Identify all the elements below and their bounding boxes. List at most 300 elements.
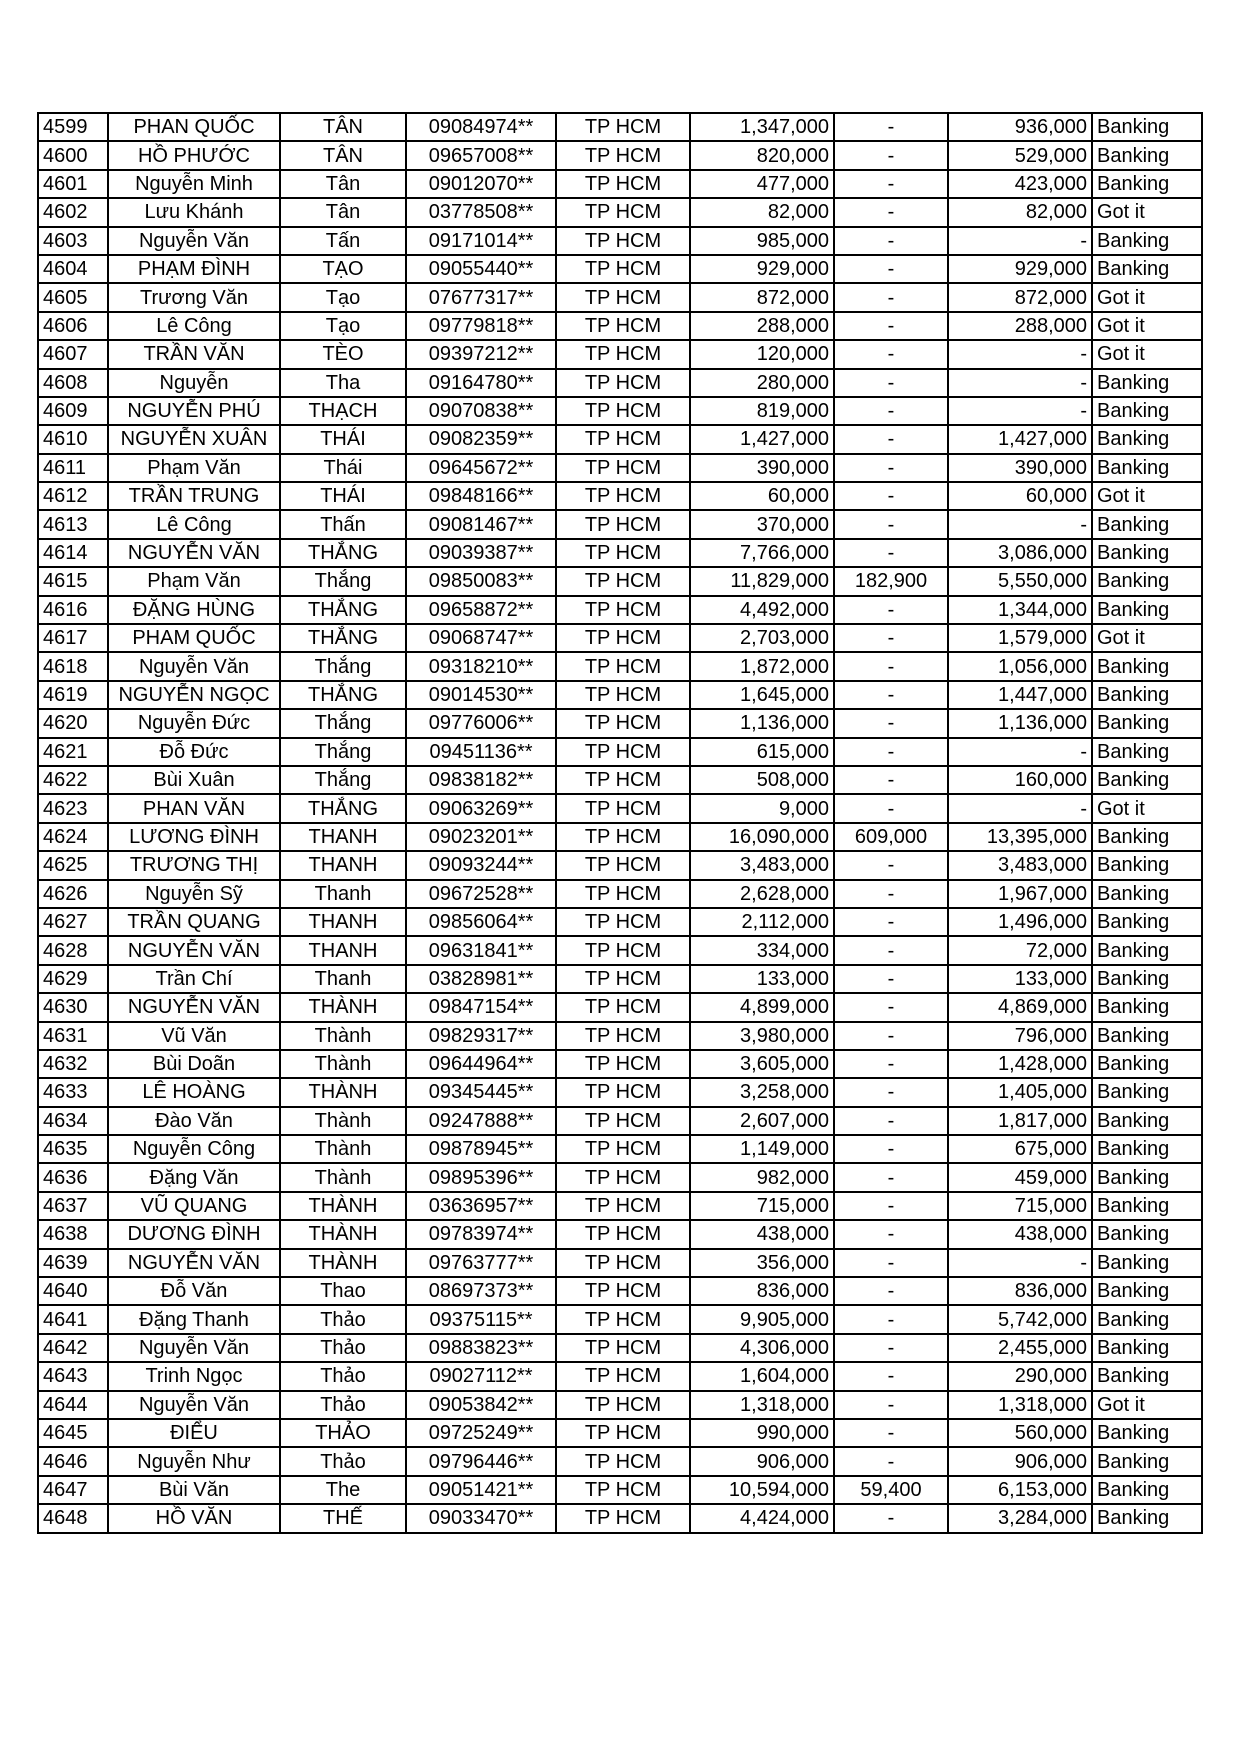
row-number: 4615 <box>38 567 108 595</box>
amount-cell: 4,492,000 <box>690 596 834 624</box>
surname-cell: PHAN QUỐC <box>108 113 280 141</box>
given-name-cell: Thành <box>280 1050 406 1078</box>
table-row <box>38 1277 1202 1305</box>
given-name-cell: The <box>280 1476 406 1504</box>
city-cell: TP HCM <box>556 596 690 624</box>
paid-amount-cell: 1,579,000 <box>948 624 1092 652</box>
deduction-cell: - <box>834 1504 948 1532</box>
paid-amount-cell: 4,869,000 <box>948 993 1092 1021</box>
deduction-cell: - <box>834 624 948 652</box>
table-row <box>38 993 1202 1021</box>
city-cell: TP HCM <box>556 1135 690 1163</box>
surname-cell: Nguyễn Văn <box>108 1334 280 1362</box>
deduction-cell: - <box>834 482 948 510</box>
table-row <box>38 1050 1202 1078</box>
surname-cell: Nguyễn Văn <box>108 652 280 680</box>
payment-method-cell: Banking <box>1092 1277 1202 1305</box>
phone-cell: 09081467** <box>406 510 556 538</box>
amount-cell: 280,000 <box>690 369 834 397</box>
payment-method-cell: Banking <box>1092 1220 1202 1248</box>
city-cell: TP HCM <box>556 823 690 851</box>
payment-method-cell: Banking <box>1092 454 1202 482</box>
city-cell: TP HCM <box>556 851 690 879</box>
given-name-cell: Thắng <box>280 709 406 737</box>
phone-cell: 09672528** <box>406 880 556 908</box>
phone-cell: 09838182** <box>406 766 556 794</box>
amount-cell: 9,000 <box>690 794 834 822</box>
surname-cell: Đỗ Văn <box>108 1277 280 1305</box>
table-row <box>38 1192 1202 1220</box>
row-number: 4601 <box>38 170 108 198</box>
surname-cell: TRẦN VĂN <box>108 340 280 368</box>
given-name-cell: Thanh <box>280 965 406 993</box>
row-number: 4605 <box>38 283 108 311</box>
paid-amount-cell: 160,000 <box>948 766 1092 794</box>
city-cell: TP HCM <box>556 1504 690 1532</box>
table-row <box>38 397 1202 425</box>
payment-method-cell: Banking <box>1092 1362 1202 1390</box>
row-number: 4604 <box>38 255 108 283</box>
payment-method-cell: Banking <box>1092 170 1202 198</box>
payment-method-cell: Banking <box>1092 993 1202 1021</box>
given-name-cell: Thành <box>280 1163 406 1191</box>
phone-cell: 09658872** <box>406 596 556 624</box>
paid-amount-cell: 1,056,000 <box>948 652 1092 680</box>
deduction-cell: - <box>834 340 948 368</box>
paid-amount-cell: 3,284,000 <box>948 1504 1092 1532</box>
amount-cell: 477,000 <box>690 170 834 198</box>
payment-method-cell: Banking <box>1092 141 1202 169</box>
table-row <box>38 794 1202 822</box>
surname-cell: Lê Công <box>108 312 280 340</box>
payment-method-cell: Banking <box>1092 567 1202 595</box>
given-name-cell: TẠO <box>280 255 406 283</box>
surname-cell: Phạm Văn <box>108 567 280 595</box>
paid-amount-cell: 1,318,000 <box>948 1391 1092 1419</box>
amount-cell: 715,000 <box>690 1192 834 1220</box>
paid-amount-cell: 929,000 <box>948 255 1092 283</box>
surname-cell: Nguyễn Văn <box>108 227 280 255</box>
given-name-cell: THÀNH <box>280 993 406 1021</box>
given-name-cell: THANH <box>280 908 406 936</box>
payment-method-cell: Banking <box>1092 823 1202 851</box>
phone-cell: 09847154** <box>406 993 556 1021</box>
surname-cell: Đặng Thanh <box>108 1305 280 1333</box>
row-number: 4647 <box>38 1476 108 1504</box>
deduction-cell: - <box>834 227 948 255</box>
deduction-cell: - <box>834 1220 948 1248</box>
amount-cell: 4,424,000 <box>690 1504 834 1532</box>
payment-method-cell: Banking <box>1092 1078 1202 1106</box>
city-cell: TP HCM <box>556 198 690 226</box>
table-row <box>38 738 1202 766</box>
given-name-cell: Thanh <box>280 880 406 908</box>
table-row <box>38 596 1202 624</box>
deduction-cell: - <box>834 1135 948 1163</box>
paid-amount-cell: 1,136,000 <box>948 709 1092 737</box>
surname-cell: ĐIỂU <box>108 1419 280 1447</box>
paid-amount-cell: 438,000 <box>948 1220 1092 1248</box>
surname-cell: NGUYỄN NGỌC <box>108 681 280 709</box>
payment-method-cell: Banking <box>1092 738 1202 766</box>
table-body <box>38 113 1202 1533</box>
surname-cell: TRẦN QUANG <box>108 908 280 936</box>
row-number: 4631 <box>38 1022 108 1050</box>
amount-cell: 3,483,000 <box>690 851 834 879</box>
city-cell: TP HCM <box>556 880 690 908</box>
paid-amount-cell: - <box>948 227 1092 255</box>
city-cell: TP HCM <box>556 1022 690 1050</box>
phone-cell: 09027112** <box>406 1362 556 1390</box>
city-cell: TP HCM <box>556 936 690 964</box>
given-name-cell: Tạo <box>280 283 406 311</box>
table-row <box>38 709 1202 737</box>
row-number: 4620 <box>38 709 108 737</box>
table-row <box>38 227 1202 255</box>
phone-cell: 09039387** <box>406 539 556 567</box>
paid-amount-cell: 675,000 <box>948 1135 1092 1163</box>
paid-amount-cell: 2,455,000 <box>948 1334 1092 1362</box>
deduction-cell: - <box>834 965 948 993</box>
given-name-cell: TÂN <box>280 113 406 141</box>
phone-cell: 09345445** <box>406 1078 556 1106</box>
paid-amount-cell: 3,086,000 <box>948 539 1092 567</box>
surname-cell: Trương Văn <box>108 283 280 311</box>
row-number: 4617 <box>38 624 108 652</box>
paid-amount-cell: 6,153,000 <box>948 1476 1092 1504</box>
table-row <box>38 1220 1202 1248</box>
city-cell: TP HCM <box>556 283 690 311</box>
given-name-cell: THANH <box>280 823 406 851</box>
given-name-cell: Tấn <box>280 227 406 255</box>
surname-cell: NGUYỄN VĂN <box>108 993 280 1021</box>
table-row <box>38 312 1202 340</box>
row-number: 4643 <box>38 1362 108 1390</box>
surname-cell: Nguyễn Sỹ <box>108 880 280 908</box>
row-number: 4603 <box>38 227 108 255</box>
payment-method-cell: Banking <box>1092 1135 1202 1163</box>
given-name-cell: THÁI <box>280 425 406 453</box>
row-number: 4639 <box>38 1249 108 1277</box>
deduction-cell: - <box>834 1078 948 1106</box>
amount-cell: 2,112,000 <box>690 908 834 936</box>
paid-amount-cell: 1,428,000 <box>948 1050 1092 1078</box>
paid-amount-cell: 290,000 <box>948 1362 1092 1390</box>
deduction-cell: - <box>834 794 948 822</box>
paid-amount-cell: 288,000 <box>948 312 1092 340</box>
deduction-cell: - <box>834 738 948 766</box>
deduction-cell: - <box>834 1022 948 1050</box>
payment-method-cell: Banking <box>1092 681 1202 709</box>
amount-cell: 3,980,000 <box>690 1022 834 1050</box>
phone-cell: 09070838** <box>406 397 556 425</box>
paid-amount-cell: 1,817,000 <box>948 1107 1092 1135</box>
table-row <box>38 1022 1202 1050</box>
deduction-cell: - <box>834 283 948 311</box>
payment-method-cell: Banking <box>1092 397 1202 425</box>
phone-cell: 09063269** <box>406 794 556 822</box>
paid-amount-cell: - <box>948 794 1092 822</box>
paid-amount-cell: 13,395,000 <box>948 823 1092 851</box>
given-name-cell: THẮNG <box>280 596 406 624</box>
deduction-cell: - <box>834 397 948 425</box>
surname-cell: HỒ VĂN <box>108 1504 280 1532</box>
surname-cell: DƯƠNG ĐÌNH <box>108 1220 280 1248</box>
table-row <box>38 1362 1202 1390</box>
payment-method-cell: Banking <box>1092 1192 1202 1220</box>
amount-cell: 508,000 <box>690 766 834 794</box>
deduction-cell: - <box>834 312 948 340</box>
surname-cell: Bùi Xuân <box>108 766 280 794</box>
row-number: 4614 <box>38 539 108 567</box>
deduction-cell: - <box>834 1163 948 1191</box>
city-cell: TP HCM <box>556 1163 690 1191</box>
city-cell: TP HCM <box>556 227 690 255</box>
given-name-cell: THÀNH <box>280 1078 406 1106</box>
deduction-cell: - <box>834 1050 948 1078</box>
deduction-cell: - <box>834 1305 948 1333</box>
phone-cell: 09053842** <box>406 1391 556 1419</box>
amount-cell: 872,000 <box>690 283 834 311</box>
paid-amount-cell: 82,000 <box>948 198 1092 226</box>
table-row <box>38 766 1202 794</box>
phone-cell: 09068747** <box>406 624 556 652</box>
city-cell: TP HCM <box>556 1447 690 1475</box>
surname-cell: Lưu Khánh <box>108 198 280 226</box>
city-cell: TP HCM <box>556 1476 690 1504</box>
table-row <box>38 539 1202 567</box>
row-number: 4646 <box>38 1447 108 1475</box>
deduction-cell: - <box>834 510 948 538</box>
deduction-cell: - <box>834 1277 948 1305</box>
row-number: 4606 <box>38 312 108 340</box>
amount-cell: 1,645,000 <box>690 681 834 709</box>
amount-cell: 356,000 <box>690 1249 834 1277</box>
row-number: 4641 <box>38 1305 108 1333</box>
given-name-cell: THẠCH <box>280 397 406 425</box>
payment-method-cell: Banking <box>1092 766 1202 794</box>
deduction-cell: - <box>834 993 948 1021</box>
amount-cell: 82,000 <box>690 198 834 226</box>
paid-amount-cell: 5,550,000 <box>948 567 1092 595</box>
deduction-cell: - <box>834 596 948 624</box>
amount-cell: 1,318,000 <box>690 1391 834 1419</box>
payment-method-cell: Banking <box>1092 1476 1202 1504</box>
paid-amount-cell: 560,000 <box>948 1419 1092 1447</box>
given-name-cell: Thắng <box>280 652 406 680</box>
given-name-cell: THÀNH <box>280 1249 406 1277</box>
table-row <box>38 652 1202 680</box>
phone-cell: 09375115** <box>406 1305 556 1333</box>
deduction-cell: - <box>834 1249 948 1277</box>
amount-cell: 9,905,000 <box>690 1305 834 1333</box>
amount-cell: 929,000 <box>690 255 834 283</box>
given-name-cell: THẢO <box>280 1419 406 1447</box>
given-name-cell: THANH <box>280 851 406 879</box>
given-name-cell: THẮNG <box>280 681 406 709</box>
deduction-cell: - <box>834 255 948 283</box>
amount-cell: 334,000 <box>690 936 834 964</box>
table-row <box>38 1391 1202 1419</box>
table-row <box>38 113 1202 141</box>
row-number: 4630 <box>38 993 108 1021</box>
paid-amount-cell: - <box>948 510 1092 538</box>
given-name-cell: TÂN <box>280 141 406 169</box>
city-cell: TP HCM <box>556 794 690 822</box>
table-row <box>38 823 1202 851</box>
amount-cell: 133,000 <box>690 965 834 993</box>
phone-cell: 09848166** <box>406 482 556 510</box>
table-row <box>38 880 1202 908</box>
payment-method-cell: Banking <box>1092 1107 1202 1135</box>
deduction-cell: 609,000 <box>834 823 948 851</box>
table-row <box>38 965 1202 993</box>
table-row <box>38 1447 1202 1475</box>
surname-cell: PHẠM ĐÌNH <box>108 255 280 283</box>
city-cell: TP HCM <box>556 425 690 453</box>
table-row <box>38 681 1202 709</box>
table-row <box>38 425 1202 453</box>
phone-cell: 09895396** <box>406 1163 556 1191</box>
paid-amount-cell: 423,000 <box>948 170 1092 198</box>
given-name-cell: Tạo <box>280 312 406 340</box>
row-number: 4635 <box>38 1135 108 1163</box>
amount-cell: 3,258,000 <box>690 1078 834 1106</box>
given-name-cell: Tân <box>280 198 406 226</box>
amount-cell: 10,594,000 <box>690 1476 834 1504</box>
given-name-cell: Tân <box>280 170 406 198</box>
amount-cell: 820,000 <box>690 141 834 169</box>
given-name-cell: Thắng <box>280 766 406 794</box>
amount-cell: 2,607,000 <box>690 1107 834 1135</box>
city-cell: TP HCM <box>556 1277 690 1305</box>
deduction-cell: - <box>834 1334 948 1362</box>
phone-cell: 09657008** <box>406 141 556 169</box>
city-cell: TP HCM <box>556 539 690 567</box>
paid-amount-cell: 1,427,000 <box>948 425 1092 453</box>
surname-cell: NGUYỄN XUÂN <box>108 425 280 453</box>
amount-cell: 16,090,000 <box>690 823 834 851</box>
row-number: 4602 <box>38 198 108 226</box>
paid-amount-cell: 1,405,000 <box>948 1078 1092 1106</box>
row-number: 4616 <box>38 596 108 624</box>
deduction-cell: - <box>834 1362 948 1390</box>
phone-cell: 09164780** <box>406 369 556 397</box>
phone-cell: 09725249** <box>406 1419 556 1447</box>
city-cell: TP HCM <box>556 681 690 709</box>
row-number: 4613 <box>38 510 108 538</box>
given-name-cell: Thấn <box>280 510 406 538</box>
row-number: 4648 <box>38 1504 108 1532</box>
payment-method-cell: Got it <box>1092 312 1202 340</box>
deduction-cell: - <box>834 681 948 709</box>
deduction-cell: 182,900 <box>834 567 948 595</box>
surname-cell: Trần Chí <box>108 965 280 993</box>
amount-cell: 990,000 <box>690 1419 834 1447</box>
given-name-cell: THANH <box>280 936 406 964</box>
city-cell: TP HCM <box>556 1419 690 1447</box>
payment-method-cell: Got it <box>1092 482 1202 510</box>
phone-cell: 09318210** <box>406 652 556 680</box>
payment-method-cell: Banking <box>1092 1419 1202 1447</box>
amount-cell: 7,766,000 <box>690 539 834 567</box>
city-cell: TP HCM <box>556 965 690 993</box>
payment-method-cell: Got it <box>1092 1391 1202 1419</box>
city-cell: TP HCM <box>556 766 690 794</box>
given-name-cell: Thắng <box>280 738 406 766</box>
phone-cell: 09883823** <box>406 1334 556 1362</box>
row-number: 4624 <box>38 823 108 851</box>
city-cell: TP HCM <box>556 1334 690 1362</box>
payment-method-cell: Banking <box>1092 425 1202 453</box>
row-number: 4628 <box>38 936 108 964</box>
surname-cell: Đặng Văn <box>108 1163 280 1191</box>
payment-method-cell: Banking <box>1092 1334 1202 1362</box>
given-name-cell: Thành <box>280 1135 406 1163</box>
deduction-cell: 59,400 <box>834 1476 948 1504</box>
table-row <box>38 1135 1202 1163</box>
row-number: 4622 <box>38 766 108 794</box>
phone-cell: 09644964** <box>406 1050 556 1078</box>
amount-cell: 2,703,000 <box>690 624 834 652</box>
amount-cell: 3,605,000 <box>690 1050 834 1078</box>
amount-cell: 2,628,000 <box>690 880 834 908</box>
payment-method-cell: Banking <box>1092 596 1202 624</box>
paid-amount-cell: 1,344,000 <box>948 596 1092 624</box>
given-name-cell: THẮNG <box>280 794 406 822</box>
surname-cell: LÊ HOÀNG <box>108 1078 280 1106</box>
city-cell: TP HCM <box>556 1305 690 1333</box>
paid-amount-cell: 1,496,000 <box>948 908 1092 936</box>
amount-cell: 120,000 <box>690 340 834 368</box>
phone-cell: 09856064** <box>406 908 556 936</box>
surname-cell: PHAM QUỐC <box>108 624 280 652</box>
payment-method-cell: Banking <box>1092 1305 1202 1333</box>
paid-amount-cell: 936,000 <box>948 113 1092 141</box>
payment-method-cell: Banking <box>1092 851 1202 879</box>
city-cell: TP HCM <box>556 1362 690 1390</box>
row-number: 4623 <box>38 794 108 822</box>
table-row <box>38 1249 1202 1277</box>
paid-amount-cell: 1,967,000 <box>948 880 1092 908</box>
payment-method-cell: Banking <box>1092 965 1202 993</box>
phone-cell: 08697373** <box>406 1277 556 1305</box>
given-name-cell: Thành <box>280 1107 406 1135</box>
surname-cell: Đào Văn <box>108 1107 280 1135</box>
paid-amount-cell: - <box>948 738 1092 766</box>
deduction-cell: - <box>834 425 948 453</box>
phone-cell: 09878945** <box>406 1135 556 1163</box>
city-cell: TP HCM <box>556 454 690 482</box>
given-name-cell: THẮNG <box>280 539 406 567</box>
surname-cell: Nguyễn Đức <box>108 709 280 737</box>
deduction-cell: - <box>834 141 948 169</box>
deduction-cell: - <box>834 454 948 482</box>
table-row <box>38 482 1202 510</box>
phone-cell: 09012070** <box>406 170 556 198</box>
row-number: 4600 <box>38 141 108 169</box>
table-row <box>38 255 1202 283</box>
table-row <box>38 1334 1202 1362</box>
paid-amount-cell: 60,000 <box>948 482 1092 510</box>
surname-cell: TRƯƠNG THỊ <box>108 851 280 879</box>
phone-cell: 09051421** <box>406 1476 556 1504</box>
table-row <box>38 510 1202 538</box>
phone-cell: 09779818** <box>406 312 556 340</box>
phone-cell: 09397212** <box>406 340 556 368</box>
table-row <box>38 283 1202 311</box>
surname-cell: Phạm Văn <box>108 454 280 482</box>
